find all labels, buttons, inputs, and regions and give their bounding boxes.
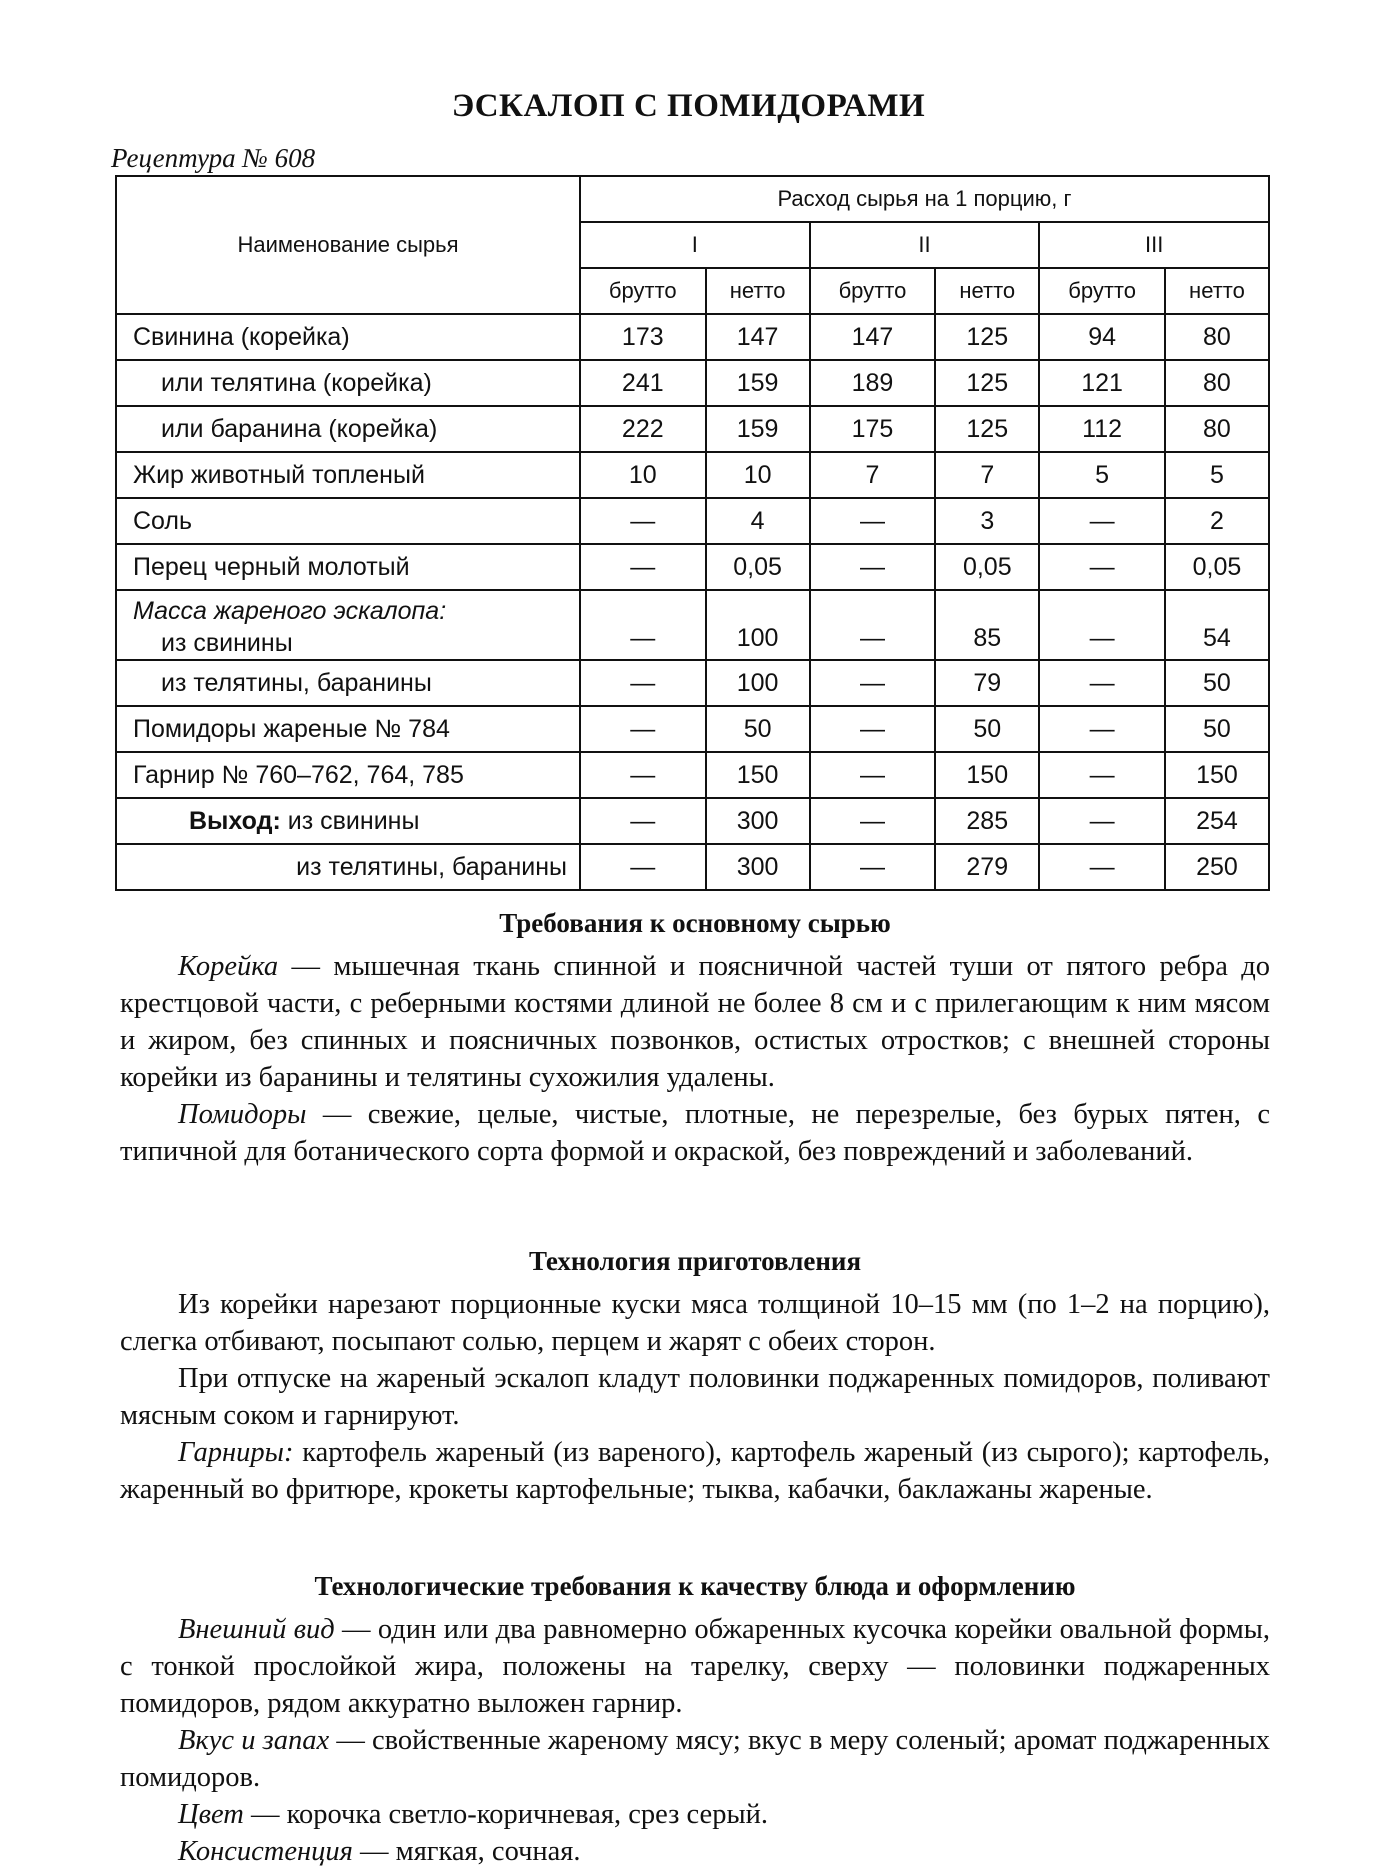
table-cell: — [810,590,936,660]
subheader-netto: нетто [1165,268,1269,314]
table-cell: 173 [580,314,706,360]
consumption-header: Расход сырья на 1 порцию, г [580,176,1269,222]
table-cell: 112 [1039,406,1165,452]
ingredient-name: из телятины, баранины [116,844,580,890]
table-row [116,360,1269,406]
table-cell: — [580,498,706,544]
subheader-brutto: брутто [810,268,936,314]
table-cell: 159 [706,360,810,406]
ingredient-name: или телятина (корейка) [116,360,580,406]
table-cell: 7 [935,452,1039,498]
table-cell: — [580,706,706,752]
quality-section [120,1568,1270,1870]
ingredient-name [116,798,580,844]
table-cell: 300 [706,844,810,890]
table-cell: 80 [1165,406,1269,452]
subheader-brutto: брутто [1039,268,1165,314]
table-cell: 147 [706,314,810,360]
paragraph-text: — свойственные жареному мясу; вкус в меру соленый; аромат поджаренных помидоров. [120,1725,1270,1793]
table-cell: 254 [1165,798,1269,844]
table-row [116,590,1269,660]
paragraph [120,1096,1270,1170]
column-group-2: II [810,222,1040,268]
paragraph [120,1434,1270,1508]
table-cell: — [1039,798,1165,844]
table-cell: 222 [580,406,706,452]
table-cell: 0,05 [706,544,810,590]
table-cell: 50 [1165,706,1269,752]
ingredient-name: Жир животный топленый [116,452,580,498]
table-cell: 80 [1165,360,1269,406]
table-cell: 125 [935,360,1039,406]
table-cell: 100 [706,660,810,706]
table-cell: — [1039,844,1165,890]
table-cell: 80 [1165,314,1269,360]
table-cell: — [1039,660,1165,706]
table-row [116,406,1269,452]
paragraph [120,948,1270,1096]
ingredient-name: или баранина (корейка) [116,406,580,452]
subheader-netto: нетто [935,268,1039,314]
table-cell: — [810,752,936,798]
table-cell: — [580,844,706,890]
table-row [116,544,1269,590]
table-cell: 54 [1165,590,1269,660]
table-cell: — [1039,590,1165,660]
mass-label: Масса жареного эскалопа: [133,597,447,625]
table-cell: — [580,660,706,706]
ingredient-name: Гарнир № 760–762, 764, 785 [116,752,580,798]
table-cell: 5 [1165,452,1269,498]
requirements-heading: Требования к основному сырью [499,908,891,938]
table-cell: 121 [1039,360,1165,406]
term: Консистенция [178,1836,353,1867]
table-cell: 2 [1165,498,1269,544]
table-cell: 0,05 [1165,544,1269,590]
paragraph-text: — мягкая, сочная. [352,1836,581,1867]
term: Корейка [178,951,279,982]
paragraph [120,1833,1270,1870]
table-cell: 79 [935,660,1039,706]
table-cell: 4 [706,498,810,544]
table-cell: 5 [1039,452,1165,498]
table-cell: 7 [810,452,936,498]
table-cell: — [810,544,936,590]
requirements-section [120,905,1270,1170]
paragraph [120,1796,1270,1833]
paragraph-text: — мышечная ткань спинной и поясничной частей туши от пятого ребра до крестцовой части, с реберными костями длиной не более 8 см и с прилегающим к ним мясом и жиром, без спинных и поясничных позвонков, остистых отростков; с внешней стороны корейки из баранины и телятины сухожилия удалены. [120,951,1270,1093]
technology-heading: Технология приготовления [528,1246,862,1276]
name-column-header: Наименование сырья [116,176,580,314]
ingredient-name: из телятины, баранины [116,660,580,706]
table-cell: — [580,752,706,798]
table-cell: — [580,544,706,590]
table-cell: 189 [810,360,936,406]
table-cell: — [810,706,936,752]
paragraph-text: — свежие, целые, чистые, плотные, не перезрелые, без бурых пятен, с типичной для ботанического сорта формой и окраской, без повреждений и заболеваний. [120,1099,1270,1167]
column-group-1: I [580,222,810,268]
table-cell: 100 [706,590,810,660]
term: Помидоры [178,1099,307,1130]
technology-section [120,1243,1270,1508]
table-cell: 175 [810,406,936,452]
term: Вкус и запах [178,1725,330,1756]
table-cell: — [1039,498,1165,544]
table-cell: 150 [706,752,810,798]
table-row [116,452,1269,498]
table-cell: 159 [706,406,810,452]
table-cell: 300 [706,798,810,844]
table-cell: — [580,798,706,844]
table-cell: 125 [935,406,1039,452]
output-subitem: из свинины [287,806,420,835]
table-cell: 10 [580,452,706,498]
subheader-netto: нетто [706,268,810,314]
table-cell: — [580,590,706,660]
ingredients-table [115,175,1270,891]
table-cell: — [810,660,936,706]
table-cell: 3 [935,498,1039,544]
quality-heading: Технологические требования к качеству блюда и оформлению [314,1571,1076,1601]
ingredient-name [116,590,580,660]
paragraph [120,1611,1270,1722]
table-cell: 0,05 [935,544,1039,590]
table-cell: 85 [935,590,1039,660]
ingredient-name: Помидоры жареные № 784 [116,706,580,752]
table-cell: 150 [1165,752,1269,798]
table-row [116,798,1269,844]
table-cell: 50 [935,706,1039,752]
table-row [116,752,1269,798]
table-cell: 241 [580,360,706,406]
mass-subitem: из свинины [161,629,293,657]
table-cell: — [1039,752,1165,798]
table-cell: — [810,844,936,890]
table-cell: 279 [935,844,1039,890]
table-cell: — [1039,706,1165,752]
ingredient-name: Свинина (корейка) [116,314,580,360]
table-cell: 94 [1039,314,1165,360]
table-row [116,706,1269,752]
paragraph-text: картофель жареный (из вареного), картофель жареный (из сырого); картофель, жаренный во фритюре, крокеты картофельные; тыква, кабачки, баклажаны жареные. [120,1437,1270,1505]
paragraph: При отпуске на жареный эскалоп кладут половинки поджаренных помидоров, поливают мясным соком и гарнируют. [120,1363,1270,1431]
paragraph: Из корейки нарезают порционные куски мяса толщиной 10–15 мм (по 1–2 на порцию), слегка отбивают, посыпают солью, перцем и жарят с обеих сторон. [120,1289,1270,1357]
term: Цвет [178,1799,244,1830]
table-row [116,498,1269,544]
column-group-3: III [1039,222,1269,268]
subheader-brutto: брутто [580,268,706,314]
table-cell: 125 [935,314,1039,360]
table-row [116,844,1269,890]
table-cell: 50 [1165,660,1269,706]
table-cell: — [810,498,936,544]
paragraph-text: — один или два равномерно обжаренных кусочка корейки овальной формы, с тонкой прослойкой жира, положены на тарелку, сверху — половинки поджаренных помидоров, рядом аккуратно выложен гарнир. [120,1614,1270,1719]
table-cell: — [810,798,936,844]
table-cell: 50 [706,706,810,752]
output-label: Выход: [189,806,281,835]
ingredient-name: Перец черный молотый [116,544,580,590]
table-cell: 10 [706,452,810,498]
term: Гарниры: [178,1437,294,1468]
page-title: ЭСКАЛОП С ПОМИДОРАМИ [451,88,926,124]
recipe-number: Рецептура № 608 [111,143,316,173]
table-row [116,660,1269,706]
table-cell: — [1039,544,1165,590]
paragraph [120,1722,1270,1796]
table-cell: 147 [810,314,936,360]
paragraph-text: — корочка светло-коричневая, срез серый. [243,1799,768,1830]
term: Внешний вид [178,1614,335,1645]
table-cell: 285 [935,798,1039,844]
table-row [116,314,1269,360]
table-cell: 250 [1165,844,1269,890]
ingredient-name: Соль [116,498,580,544]
table-cell: 150 [935,752,1039,798]
